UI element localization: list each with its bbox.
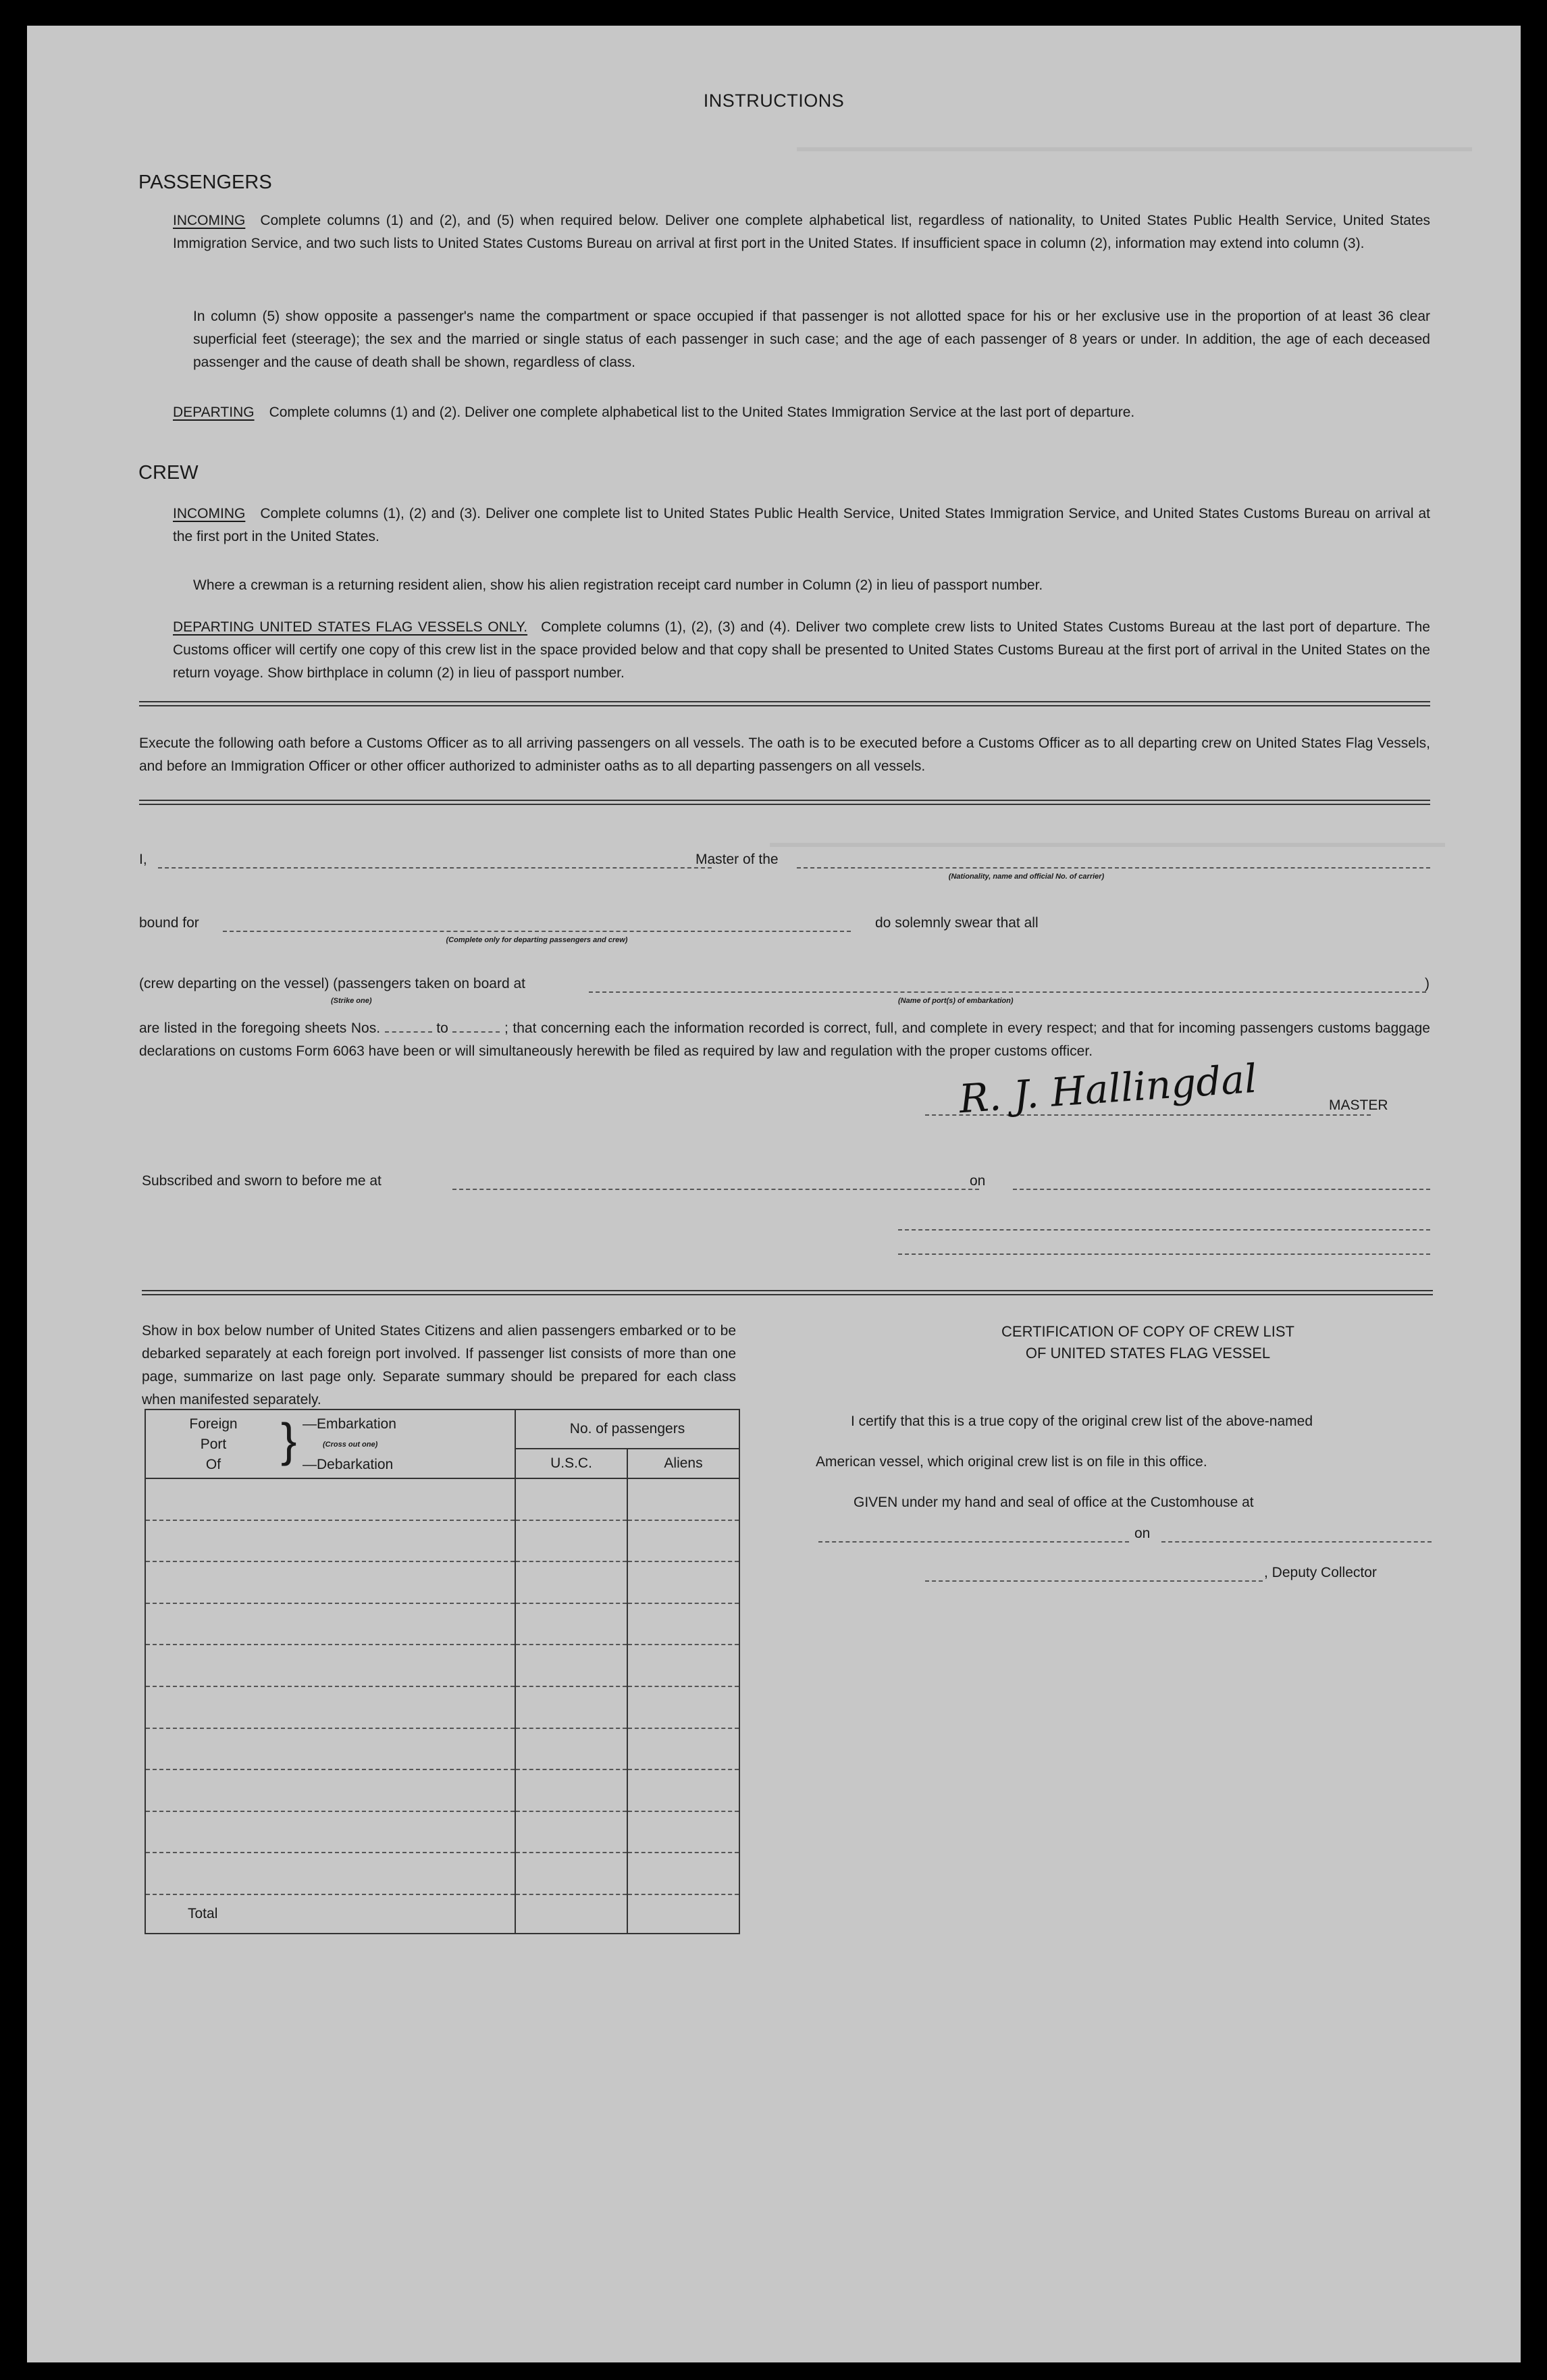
usc-cell[interactable]: [515, 1686, 627, 1728]
bound-for-field[interactable]: [223, 931, 851, 932]
listed-to: to: [436, 1020, 448, 1036]
usc-cell[interactable]: [515, 1603, 627, 1645]
oath-i-label: I,: [139, 852, 147, 867]
form-page: [27, 26, 1521, 2362]
foreign-port-header: [145, 1409, 515, 1478]
sheet-from-field[interactable]: [385, 1019, 432, 1033]
aliens-total-cell[interactable]: [627, 1894, 739, 1934]
subscribed-date-field[interactable]: [1013, 1189, 1430, 1190]
subscribed-on-label: on: [970, 1173, 986, 1189]
col-of: Of: [205, 1457, 221, 1472]
brace-glyph: }: [281, 1414, 297, 1466]
port-note: (Name of port(s) of embarkation): [898, 997, 1014, 1005]
certification-date-field[interactable]: [1161, 1541, 1432, 1543]
subscribed-label: Subscribed and sworn to before me at: [142, 1173, 382, 1189]
passenger-summary-table: [145, 1409, 740, 1934]
bound-for-label: bound for: [139, 915, 199, 931]
crew-departing-label: (crew departing on the vessel) (passengers taken on board at: [139, 976, 525, 991]
passengers-incoming-text: Complete columns (1) and (2), and (5) when required below. Deliver one complete alphabetical list, regardless of nationality, to United States Public Health Service, United States Immigration Service, and two such lists to United States Customs Bureau on arrival at first port in the United States. If insufficient space in column (2), information may extend into column (3).: [173, 213, 1430, 251]
usc-cell[interactable]: [515, 1853, 627, 1894]
passengers-heading: PASSENGERS: [138, 172, 272, 193]
port-cell[interactable]: [145, 1561, 515, 1603]
usc-cell[interactable]: [515, 1811, 627, 1853]
aliens-cell[interactable]: [627, 1811, 739, 1853]
aliens-cell[interactable]: [627, 1645, 739, 1686]
crew-incoming-paragraph: [173, 502, 1430, 548]
port-cell[interactable]: [145, 1520, 515, 1562]
crew-departing-paragraph: [173, 616, 1430, 685]
aliens-cell[interactable]: [627, 1520, 739, 1562]
no-passengers-header: No. of passengers: [515, 1409, 739, 1449]
section-divider: [142, 1290, 1433, 1295]
certify-text2: American vessel, which original crew list is on file in this office.: [816, 1454, 1207, 1470]
strike-note: (Strike one): [331, 997, 372, 1005]
sheet-to-field[interactable]: [452, 1019, 500, 1033]
deputy-collector-label: , Deputy Collector: [1264, 1565, 1377, 1580]
passengers-departing-text: Complete columns (1) and (2). Deliver one complete alphabetical list to the United States Immigration Service at the last port of departure.: [269, 405, 1135, 420]
swear-label: do solemnly swear that all: [875, 915, 1039, 931]
usc-cell[interactable]: [515, 1728, 627, 1770]
port-cell[interactable]: [145, 1811, 515, 1853]
passengers-incoming-paragraph: [173, 209, 1430, 255]
usc-cell[interactable]: [515, 1561, 627, 1603]
total-label: Total: [145, 1894, 515, 1934]
col-port: Port: [200, 1437, 227, 1452]
section-divider: [139, 800, 1430, 805]
carrier-field[interactable]: [797, 867, 1430, 869]
aliens-header: Aliens: [627, 1449, 739, 1478]
aliens-cell[interactable]: [627, 1853, 739, 1894]
col-foreign: Foreign: [189, 1416, 238, 1432]
officer-signature-line[interactable]: [898, 1229, 1430, 1231]
port-cell[interactable]: [145, 1478, 515, 1520]
aliens-cell[interactable]: [627, 1728, 739, 1770]
deputy-collector-signature[interactable]: [925, 1580, 1263, 1582]
master-signature: R. J. Hallingdal: [958, 1055, 1259, 1122]
section-divider: [139, 701, 1430, 706]
listed-text-a: are listed in the foregoing sheets Nos.: [139, 1020, 381, 1036]
certification-title: [844, 1321, 1452, 1364]
port-cell[interactable]: [145, 1728, 515, 1770]
crew-incoming-text: Complete columns (1), (2) and (3). Deliver one complete list to United States Public Health Service, United States Immigration Service, and United States Customs Bureau on arrival at the first port in the United States.: [173, 506, 1430, 544]
usc-cell[interactable]: [515, 1645, 627, 1686]
crew-alien-text: Where a crewman is a returning resident alien, show his alien registration receipt card number in Column (2) in lieu of passport number.: [193, 577, 1043, 593]
oath-intro: Execute the following oath before a Customs Officer as to all arriving passengers on all vessels. The oath is to be executed before a Customs Officer as to all departing crew on United States Flag Vessels, and before an Immigration Officer or other officer authorized to administer oaths as to all departing passengers on all vessels.: [139, 735, 1430, 774]
customhouse-field[interactable]: [818, 1541, 1129, 1543]
aliens-cell[interactable]: [627, 1478, 739, 1520]
aliens-cell[interactable]: [627, 1561, 739, 1603]
master-of-label: Master of the: [696, 852, 779, 867]
crew-departing-label: DEPARTING UNITED STATES FLAG VESSELS ONLY.: [173, 619, 528, 635]
certification-on-label: on: [1134, 1526, 1151, 1541]
embarkation-label: —Embarkation: [303, 1416, 396, 1432]
certification-title-line2: OF UNITED STATES FLAG VESSEL: [1025, 1345, 1271, 1362]
officer-title-line[interactable]: [898, 1253, 1430, 1255]
port-cell[interactable]: [145, 1853, 515, 1894]
carrier-note: (Nationality, name and official No. of carrier): [948, 873, 1105, 881]
usc-cell[interactable]: [515, 1769, 627, 1811]
passengers-column5-text: In column (5) show opposite a passenger's name the compartment or space occupied if that passenger is not allotted space for his or her exclusive use in the proportion of at least 36 clear superficial feet (steerage); the sex and the married or single status of each passenger in such case; and the age of each passenger of 8 years or under. In addition, the age of each deceased passenger and the cause of death shall be shown, regardless of class.: [193, 309, 1430, 370]
master-name-field[interactable]: [158, 867, 712, 869]
aliens-cell[interactable]: [627, 1769, 739, 1811]
aliens-cell[interactable]: [627, 1686, 739, 1728]
passengers-incoming-label: INCOMING: [173, 213, 246, 228]
listed-text-b: ; that concerning each the information recorded is correct, full, and complete in every respect; and that for incoming passengers customs baggage declarations on customs Form 6063 have been or will simultaneously herewith be filed as required by law and regulation with the proper customs officer.: [139, 1020, 1430, 1059]
crew-incoming-label: INCOMING: [173, 506, 246, 521]
passengers-departing-paragraph: [173, 401, 1430, 424]
page-title: INSTRUCTIONS: [703, 90, 845, 111]
usc-cell[interactable]: [515, 1478, 627, 1520]
given-text: GIVEN under my hand and seal of office at the Customhouse at: [854, 1495, 1254, 1510]
crew-departing-text: Complete columns (1), (2), (3) and (4). Deliver two complete crew lists to United States Customs Bureau at the last port of departure. The Customs officer will certify one copy of this crew list in the space provided below and that copy shall be presented to United States Customs Bureau at the first port of arrival in the United States on the return voyage. Show birthplace in column (2) in lieu of passport number.: [173, 619, 1430, 681]
aliens-cell[interactable]: [627, 1603, 739, 1645]
debarkation-label: —Debarkation: [303, 1457, 394, 1472]
port-cell[interactable]: [145, 1603, 515, 1645]
usc-total-cell[interactable]: [515, 1894, 627, 1934]
port-cell[interactable]: [145, 1769, 515, 1811]
close-paren: ): [1425, 976, 1430, 991]
certify-text: I certify that this is a true copy of the original crew list of the above-named: [851, 1414, 1313, 1429]
port-cell[interactable]: [145, 1645, 515, 1686]
usc-header: U.S.C.: [515, 1449, 627, 1478]
certification-title-line1: CERTIFICATION OF COPY OF CREW LIST: [1001, 1323, 1294, 1340]
summary-instructions: Show in box below number of United States Citizens and alien passengers embarked or to be debarked separately at each foreign port involved. If passenger list consists of more than one page, summarize on last page only. Separate summary should be prepared for each class when manifested separately.: [142, 1323, 736, 1407]
usc-cell[interactable]: [515, 1520, 627, 1562]
port-cell[interactable]: [145, 1686, 515, 1728]
bound-note: (Complete only for departing passengers and crew): [446, 936, 628, 944]
embarkation-port-field[interactable]: [589, 991, 1426, 993]
subscribed-place-field[interactable]: [452, 1189, 979, 1190]
cross-note: (Cross out one): [323, 1441, 378, 1449]
master-label: MASTER: [1329, 1097, 1388, 1113]
crew-heading: CREW: [138, 462, 199, 484]
passengers-departing-label: DEPARTING: [173, 405, 255, 420]
